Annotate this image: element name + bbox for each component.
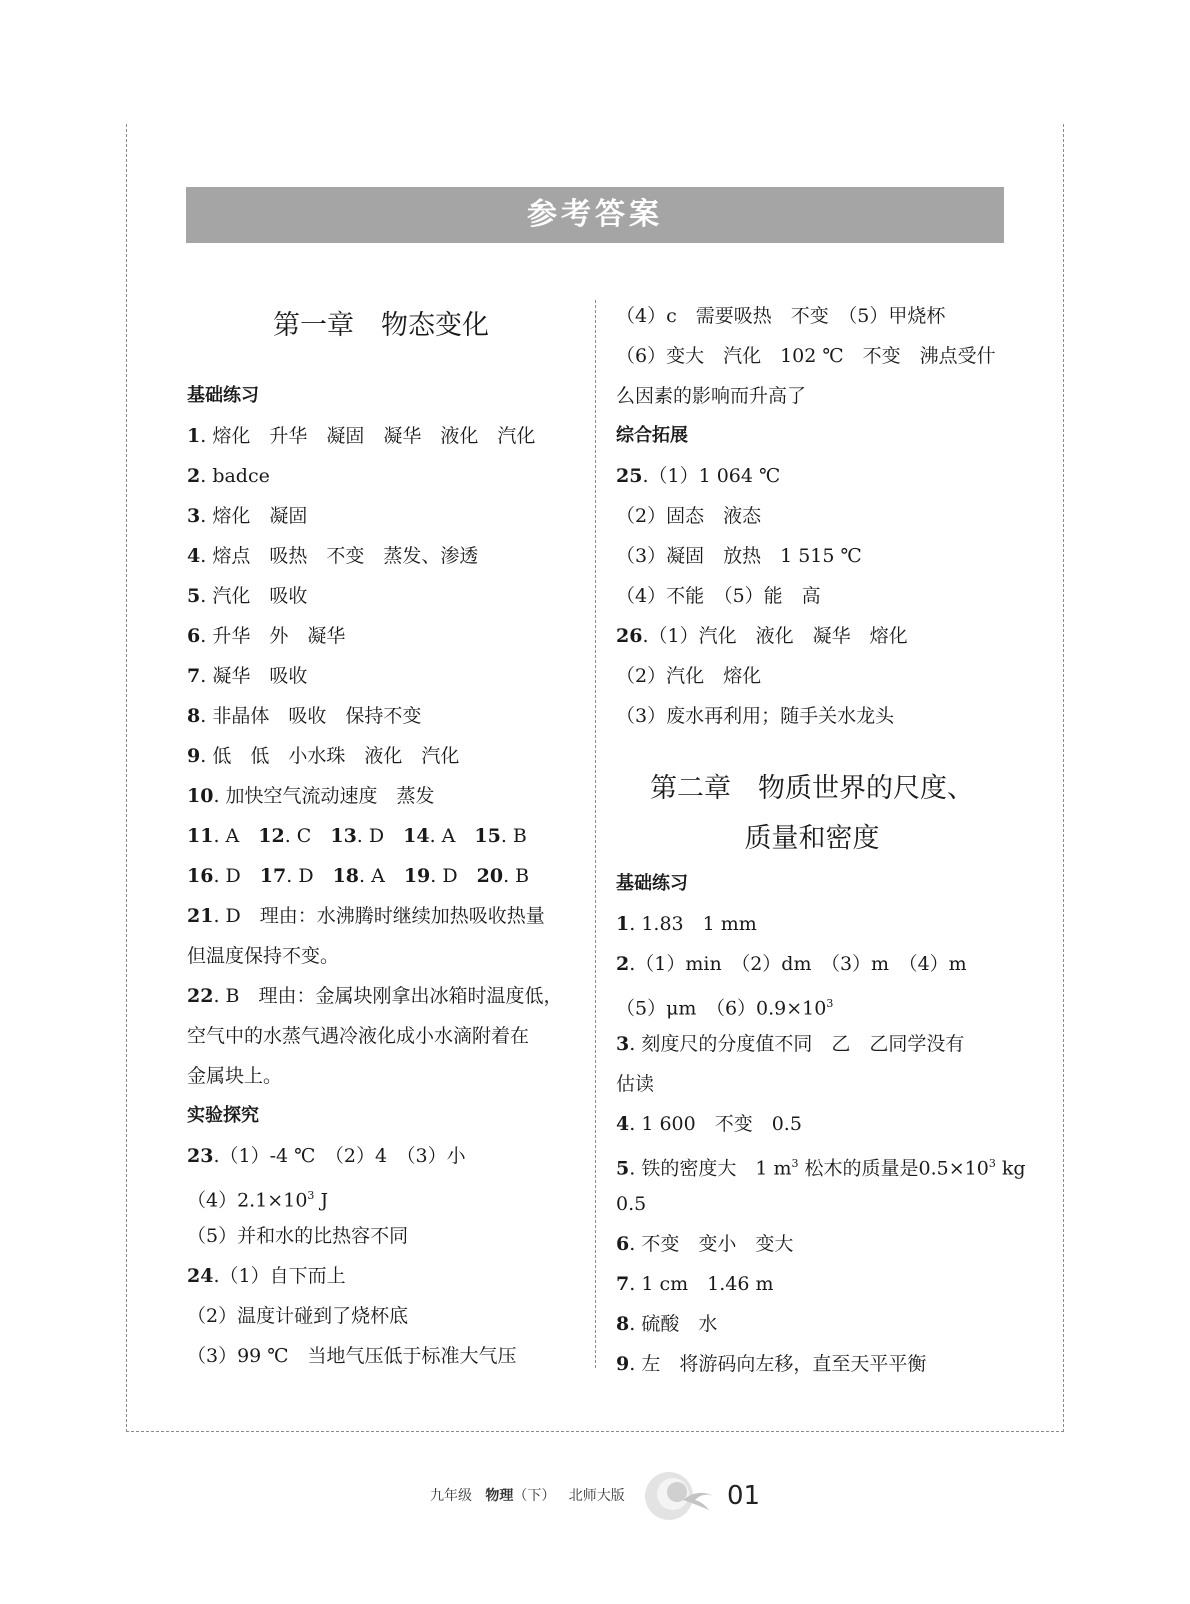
answer-item-6: 6. 不变 变小 变大 <box>616 1233 794 1255</box>
answer-item-23-cont: $(4)2.1\times 10^3$ J <box>187 1189 329 1212</box>
choice-row: 11. A 12. C 13. D 14. A 15. B <box>187 825 527 847</box>
answer-item-22-cont: 金属块上。 <box>187 1065 283 1087</box>
answer-item-2: 2. badce <box>187 465 270 487</box>
answer-item-11: 11 <box>187 825 214 847</box>
answer-item-19: 19 <box>403 865 431 887</box>
answer-item-25: 25.（1）1 064 ℃ <box>616 465 781 487</box>
answer-item-20: 20 <box>476 865 504 887</box>
answer-item-22-cont: 空气中的水蒸气遇冷液化成小水滴附着在 <box>187 1025 530 1047</box>
answer-item-1: 1. 1.83 1 mm <box>616 913 757 935</box>
chapter-title-cont: 质量和密度 <box>744 823 880 854</box>
chapter-title: 第二章 物质世界的尺度、 <box>650 773 974 804</box>
answer-item-7: 7. 凝华 吸收 <box>187 665 308 687</box>
answer-item-26-cont: （3）废水再利用；随手关水龙头 <box>616 705 895 727</box>
answer-item-4: 4. 1 600 不变 0.5 <box>616 1113 802 1135</box>
section-heading: 综合拓展 <box>616 425 688 446</box>
answer-item-23: 23.（1）-4 ℃ （2）4 （3）小 <box>187 1145 466 1167</box>
chapter-title: 第一章 物态变化 <box>273 310 489 341</box>
answer-item-24-cont: （2）温度计碰到了烧杯底 <box>187 1305 409 1327</box>
answer-item-13: 13 <box>330 825 357 847</box>
answer-item-21-cont: 但温度保持不变。 <box>187 945 340 967</box>
answer-item-25-cont: （2）固态 液态 <box>616 505 762 527</box>
footer-grade: 九年级 <box>430 1488 472 1504</box>
answer-item-14: 14 <box>403 825 430 847</box>
answer-item-7: 7. 1 cm 1.46 m <box>616 1273 774 1295</box>
answer-item-2: 2.（1）min （2）dm （3）m （4）m <box>616 953 967 975</box>
answer-item-10: 10. 加快空气流动速度 蒸发 <box>187 785 435 807</box>
answer-item-17: 17 <box>259 865 287 887</box>
answer-item-12: 12 <box>258 825 285 847</box>
answer-item-8: 8. 硫酸 水 <box>616 1313 718 1335</box>
answer-item-9: 9. 左 将游码向左移，直至天平平衡 <box>616 1353 927 1375</box>
answer-item-21: 21. D 理由：水沸腾时继续加热吸收热量 <box>187 905 545 927</box>
answer-item-3-cont: 估读 <box>616 1073 655 1095</box>
choice-row: 16. D 17. D 18. A 19. D 20. B <box>187 865 530 887</box>
section-heading: 基础练习 <box>616 873 688 894</box>
answer-list <box>187 416 575 816</box>
answer-item-26: 26.（1）汽化 液化 凝华 熔化 <box>616 625 908 647</box>
answer-item-4: 4. 熔点 吸热 不变 蒸发、渗透 <box>187 545 479 567</box>
answer-item-1: 1. 熔化 升华 凝固 凝华 液化 汽化 <box>187 425 536 447</box>
footer-edition: 北师大版 <box>568 1488 625 1504</box>
section-heading: 基础练习 <box>187 385 259 406</box>
answer-item-5: 5. 汽化 吸收 <box>187 585 308 607</box>
answer-item-24-cont: （6）变大 汽化 102 ℃ 不变 沸点受什 <box>616 345 996 367</box>
answer-item-24-cont: （3）99 ℃ 当地气压低于标准大气压 <box>187 1345 517 1367</box>
answer-item-23-cont: （5）并和水的比热容不同 <box>187 1225 409 1247</box>
answer-item-8: 8. 非晶体 吸收 保持不变 <box>187 705 422 727</box>
answer-item-25-cont: （3）凝固 放热 1 515 ℃ <box>616 545 862 567</box>
answer-item-5-cont: 0.5 <box>616 1193 647 1215</box>
answer-item-6: 6. 升华 外 凝华 <box>187 625 346 647</box>
answer-item-24-cont: （4）c 需要吸热 不变 （5）甲烧杯 <box>616 305 946 327</box>
right-column <box>616 296 1026 1384</box>
answer-item-24-cont: 么因素的影响而升高了 <box>616 385 807 407</box>
answer-item-15: 15 <box>474 825 501 847</box>
column-divider <box>595 300 596 1368</box>
footer-volume: （下） <box>513 1488 556 1504</box>
answer-item-2-cont: （5）μm $(6)0.9\times 10^3$ <box>616 997 834 1020</box>
answer-item-9: 9. 低 低 小水珠 液化 汽化 <box>187 745 460 767</box>
answer-item-3: 3. 刻度尺的分度值不同 乙 乙同学没有 <box>616 1033 965 1055</box>
footer-subject: 物理 <box>485 1488 514 1504</box>
left-column <box>187 296 575 1376</box>
section-heading: 实验探究 <box>187 1105 259 1126</box>
answer-item-22: 22. B 理由：金属块刚拿出冰箱时温度低， <box>187 985 563 1007</box>
footer-book-info <box>430 1476 625 1516</box>
publisher-logo-icon <box>643 1470 721 1522</box>
answer-item-3: 3. 熔化 凝固 <box>187 505 308 527</box>
answer-item-26-cont: （2）汽化 熔化 <box>616 665 762 687</box>
answer-item-16: 16 <box>187 865 214 887</box>
page-banner-title: 参考答案 <box>186 187 1004 243</box>
answer-item-5: 5. 铁的密度大 1 $m^3$ 松木的质量是$0.5\times 10^3$ kg <box>616 1157 1026 1180</box>
answer-item-25-cont: （4）不能 （5）能 高 <box>616 585 821 607</box>
choice-answers <box>187 816 575 896</box>
page-number: 01 <box>727 1481 761 1511</box>
answer-item-18: 18 <box>332 865 360 887</box>
answer-item-24: 24.（1）自下而上 <box>187 1265 346 1287</box>
